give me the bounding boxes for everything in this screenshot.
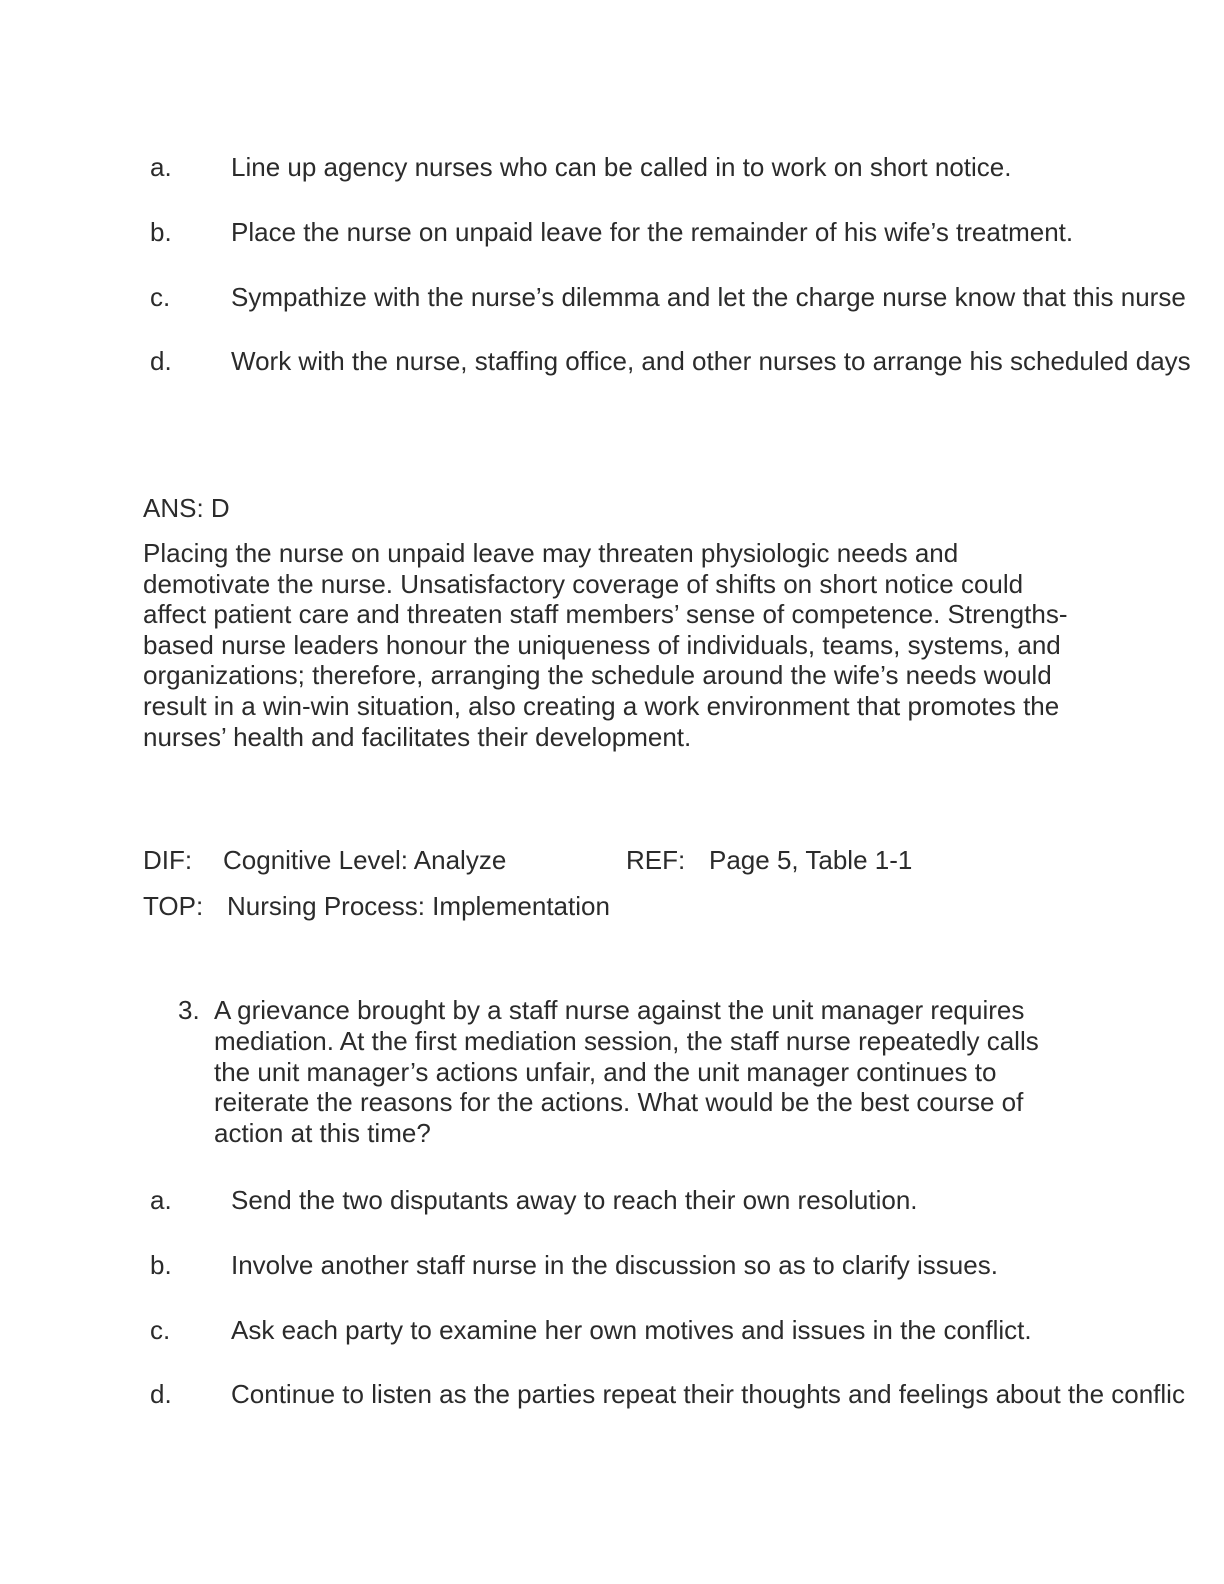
- option-letter: a.: [150, 1185, 172, 1215]
- dif-value: Cognitive Level: Analyze: [223, 845, 507, 875]
- option-text: Line up agency nurses who can be called in to work on short notice.: [231, 152, 1012, 182]
- option-letter: b.: [150, 1250, 172, 1280]
- option-letter: a.: [150, 152, 172, 182]
- q2-option-b: [0, 217, 1224, 249]
- question-number: 3.: [178, 995, 200, 1025]
- q2-option-d: [0, 346, 1224, 378]
- answer-line: ANS: D: [143, 493, 230, 523]
- q3-option-d: [0, 1379, 1224, 1411]
- option-text: Send the two disputants away to reach their own resolution.: [231, 1185, 918, 1215]
- option-text: Ask each party to examine her own motives and issues in the conflict.: [231, 1315, 1032, 1345]
- top-value: Nursing Process: Implementation: [227, 891, 610, 921]
- question-stem: A grievance brought by a staff nurse against the unit manager requires mediation. At the first mediation session, the staff nurse repeatedly calls the unit manager’s actions unfair, and the unit manager continues to reiterate the reasons for the actions. What would be the best course of action at this time?: [214, 995, 1039, 1149]
- option-letter: c.: [150, 282, 171, 312]
- option-text: Involve another staff nurse in the discussion so as to clarify issues.: [231, 1250, 998, 1280]
- rationale-paragraph: Placing the nurse on unpaid leave may threaten physiologic needs and demotivate the nurse. Unsatisfactory coverage of shifts on short notice could affect patient care and threaten staff members’ sense of competence. Strengths-based nurse leaders honour the uniqueness of individuals, teams, systems, and organizations; therefore, arranging the schedule around the wife’s needs would result in a win-win situation, also creating a work environment that promotes the nurses’ health and facilitates their development.: [143, 538, 1068, 752]
- ref-value: Page 5, Table 1-1: [709, 845, 913, 875]
- option-letter: c.: [150, 1315, 171, 1345]
- q2-option-a: [0, 152, 1224, 184]
- top-label: TOP:: [143, 891, 204, 921]
- q3-option-a: [0, 1185, 1224, 1217]
- option-letter: b.: [150, 217, 172, 247]
- option-letter: d.: [150, 1379, 172, 1409]
- option-text: Work with the nurse, staffing office, and other nurses to arrange his scheduled days: [231, 346, 1191, 376]
- option-text: Sympathize with the nurse’s dilemma and let the charge nurse know that this nurse: [231, 282, 1186, 312]
- dif-label: DIF:: [143, 845, 193, 875]
- option-text: Continue to listen as the parties repeat their thoughts and feelings about the conflic: [231, 1379, 1185, 1409]
- ref-label: REF:: [626, 845, 686, 875]
- q3-option-b: [0, 1250, 1224, 1282]
- q3-option-c: [0, 1315, 1224, 1347]
- option-text: Place the nurse on unpaid leave for the remainder of his wife’s treatment.: [231, 217, 1074, 247]
- option-letter: d.: [150, 346, 172, 376]
- q2-option-c: [0, 282, 1224, 314]
